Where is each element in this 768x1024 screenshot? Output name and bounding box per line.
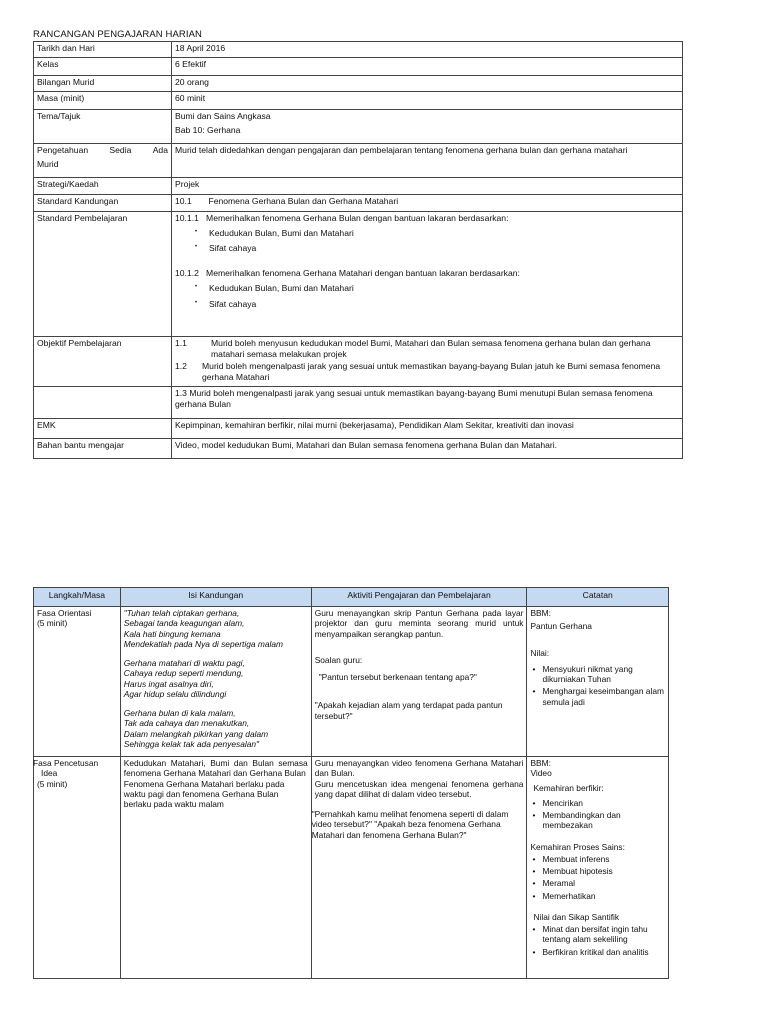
activity-text: Guru menayangkan skrip Pantun Gerhana pada layar projektor dan guru meminta seorang murid untuk menyampaikan serangkap pantun. [314,608,524,639]
lesson-info-table [33,41,683,459]
activity-text: Soalan guru: [314,654,363,665]
poem-line: Kala hati bingung kemana [123,628,221,639]
cell-activity [311,757,527,979]
list-item: • Memerhatikan [530,891,665,901]
header-catatan: Catatan [527,588,669,607]
cell-step [34,757,121,979]
note-text: BBM: [530,758,551,768]
step-name: Fasa Pencetusan [33,758,99,768]
activity-text: "Apakah kejadian alam yang terdapat pada pantun tersebut?" [314,700,503,721]
table-header-row [34,588,669,607]
table-row [34,195,683,212]
table-row [34,58,683,76]
list-item: • Menghargai keseimbangan alam semula jadi [530,686,665,707]
poem-line: Tak ada cahaya dan menakutkan, [123,718,250,729]
poem-line: Dalam melangkah pikirkan yang dalam [123,728,269,739]
content-text: Fenomena Gerhana Matahari berlaku pada waktu pagi dan fenomena Gerhana Bulan berlaku pada waktu malam [123,778,285,809]
note-text: Video [530,768,552,779]
objective-text: Murid boleh menyusun kedudukan model Bumi, Matahari dan Bulan semasa fenomena gerhana bulan dan gerhana matahari semasa melakukan projek [211,338,651,359]
step-name: Fasa Orientasi [37,608,92,618]
label-pengetahuan [34,144,172,178]
notes-list [530,854,665,901]
label-word: Ada [152,145,168,155]
table-row [34,439,683,459]
label-bahan-bantu: Bahan bantu mengajar [34,439,172,459]
poem-line: "Tuhan telah ciptakan gerhana, [123,608,240,618]
label-objektif: Objektif Pembelajaran [34,337,172,387]
content-text: Kedudukan Matahari, Bumi dan Bulan semasa fenomena Gerhana Matahari dan Gerhana Bulan [123,758,308,779]
note-text: Nilai: [530,647,550,658]
table-row [34,337,683,387]
list-item: • Mensyukuri nikmat yang dikurniakan Tuhan [530,664,665,685]
poem-line: Mendekatlah pada Nya di sepertiga malam [123,638,284,649]
objective-number: 1.1 [175,338,187,348]
table-row [34,92,683,110]
label-tema: Tema/Tajuk [34,110,172,144]
note-text: Pantun Gerhana [530,621,592,632]
label-kelas: Kelas [34,58,172,76]
activity-text: "Pantun tersebut berkenaan tentang apa?" [318,672,477,682]
step-time: (5 minit) [37,618,68,629]
tema-line-1: Bumi dan Sains Angkasa [175,111,271,121]
table-row [34,76,683,92]
activity-text: Guru menayangkan video fenomena Gerhana Matahari dan Bulan. [314,758,524,779]
value-pengetahuan: Murid telah didedahkan dengan pengajaran dan pembelajaran tentang fenomena gerhana bulan dan gerhana matahari [172,144,683,178]
value-tema [172,110,683,144]
list-item: • Meramal [530,878,665,888]
value-kelas: 6 Efektif [172,58,683,76]
sp-item-1-list [175,228,679,254]
label-masa: Masa (minit) [34,92,172,110]
notes-list [530,798,665,831]
value-tarikh: 18 April 2016 [172,42,683,58]
value-masa: 60 minit [172,92,683,110]
cell-content [120,607,311,757]
list-item: • Membandingkan dan membezakan [530,810,665,831]
poem-line: Harus ingat asalnya diri, [123,678,214,689]
list-item: • Membuat hipotesis [530,866,665,876]
list-item: • Kedudukan Bulan, Bumi dan Matahari [175,283,679,294]
value-standard-pembelajaran [172,212,683,337]
list-item: • Kedudukan Bulan, Bumi dan Matahari [175,228,679,239]
value-objektif [172,337,683,387]
poem-line: Cahaya redup seperti mendung, [123,668,244,679]
list-item: • Sifat cahaya [175,243,679,254]
label-tarikh: Tarikh dan Hari [34,42,172,58]
tema-line-2: Bab 10: Gerhana [175,124,241,135]
note-text: Kemahiran berfikir: [533,782,604,793]
cell-step [34,607,121,757]
sp-item-2-list [175,283,679,309]
sp-item-1: 10.1.1 Memerihalkan fenomena Gerhana Bulan dengan bantuan lakaran berdasarkan: [175,213,509,223]
notes-list [530,924,665,957]
label-empty [34,387,172,419]
value-bahan-bantu: Video, model kedudukan Bumi, Matahari dan Bulan semasa fenomena gerhana Bulan dan Matahari. [172,439,683,459]
table-row [34,212,683,337]
step-time: (5 minit) [37,778,68,789]
activity-text: Guru mencetuskan idea mengenai fenomena gerhana yang dapat dilihat di dalam video tersebut. [314,778,524,799]
list-item: • Membuat inferens [530,854,665,864]
table-row [34,110,683,144]
objective-number: 1.2 [175,361,187,372]
label-standard-kandungan: Standard Kandungan [34,195,172,212]
poem-line: Gerhana bulan di kala malam, [123,708,236,718]
activity-text: "Pernahkah kamu melihat fenomena seperti di dalam video tersebut?" "Apakah beza fenomena Gerhana Matahari dan fenomena Gerhana Bulan?" [311,809,509,840]
table-row [34,144,683,178]
value-bilangan-murid: 20 orang [172,76,683,92]
poem-line: Sehingga kelak tak ada penyesalan" [123,738,260,749]
value-standard-kandungan: 10.1 Fenomena Gerhana Bulan dan Gerhana Matahari [172,195,683,212]
cell-content [120,757,311,979]
label-bilangan-murid: Bilangan Murid [34,76,172,92]
lesson-steps-table [33,587,669,979]
step-name: Idea [41,768,58,779]
note-text: Nilai dan Sikap Santifik [533,911,620,922]
list-item: • Minat dan bersifat ingin tahu tentang alam sekeliling [530,924,665,945]
poem-line: Gerhana matahari di waktu pagi, [123,658,245,668]
label-strategi: Strategi/Kaedah [34,178,172,195]
label-standard-pembelajaran: Standard Pembelajaran [34,212,172,337]
cell-activity [311,607,527,757]
label-word: Murid [37,158,59,169]
table-row [34,178,683,195]
notes-list [530,664,665,707]
header-isi: Isi Kandungan [120,588,311,607]
poem-line: Sebagai tanda keagungan alam, [123,618,245,629]
list-item: • Berfikiran kritikal dan analitis [530,947,665,957]
note-text: BBM: [530,608,551,618]
sp-item-2: 10.1.2 Memerihalkan fenomena Gerhana Matahari dengan bantuan lakaran berdasarkan: [175,268,520,279]
table-row [34,42,683,58]
poem-line: Agar hidup selalu dilindungi [123,688,227,699]
value-emk: Kepimpinan, kemahiran berfikir, nilai murni (bekerjasama), Pendidikan Alam Sekitar, kreativiti dan inovasi [172,419,683,439]
header-langkah: Langkah/Masa [34,588,121,607]
label-emk: EMK [34,419,172,439]
objective-text: Murid boleh mengenalpasti jarak yang sesuai untuk memastikan bayang-bayang Bulan jatuh ke Bumi semasa fenomena gerhana Matahari [202,361,661,383]
table-row [34,419,683,439]
cell-notes [527,607,669,757]
table-row [34,387,683,419]
list-item: • Mencirikan [530,798,665,808]
label-word: Sedia [109,145,132,155]
value-objektif-3: 1.3 Murid boleh mengenalpasti jarak yang sesuai untuk memastikan bayang-bayang Bumi menutupi Bulan semasa fenomena gerhana Bulan [172,387,683,419]
document-title: RANCANGAN PENGAJARAN HARIAN [33,29,202,40]
table-row [34,757,669,979]
cell-notes [527,757,669,979]
value-strategi: Projek [172,178,683,195]
table-row [34,607,669,757]
list-item: • Sifat cahaya [175,299,679,310]
header-aktiviti: Aktiviti Pengajaran dan Pembelajaran [311,588,527,607]
note-text: Kemahiran Proses Sains: [530,841,625,852]
label-word: Pengetahuan [37,145,89,155]
